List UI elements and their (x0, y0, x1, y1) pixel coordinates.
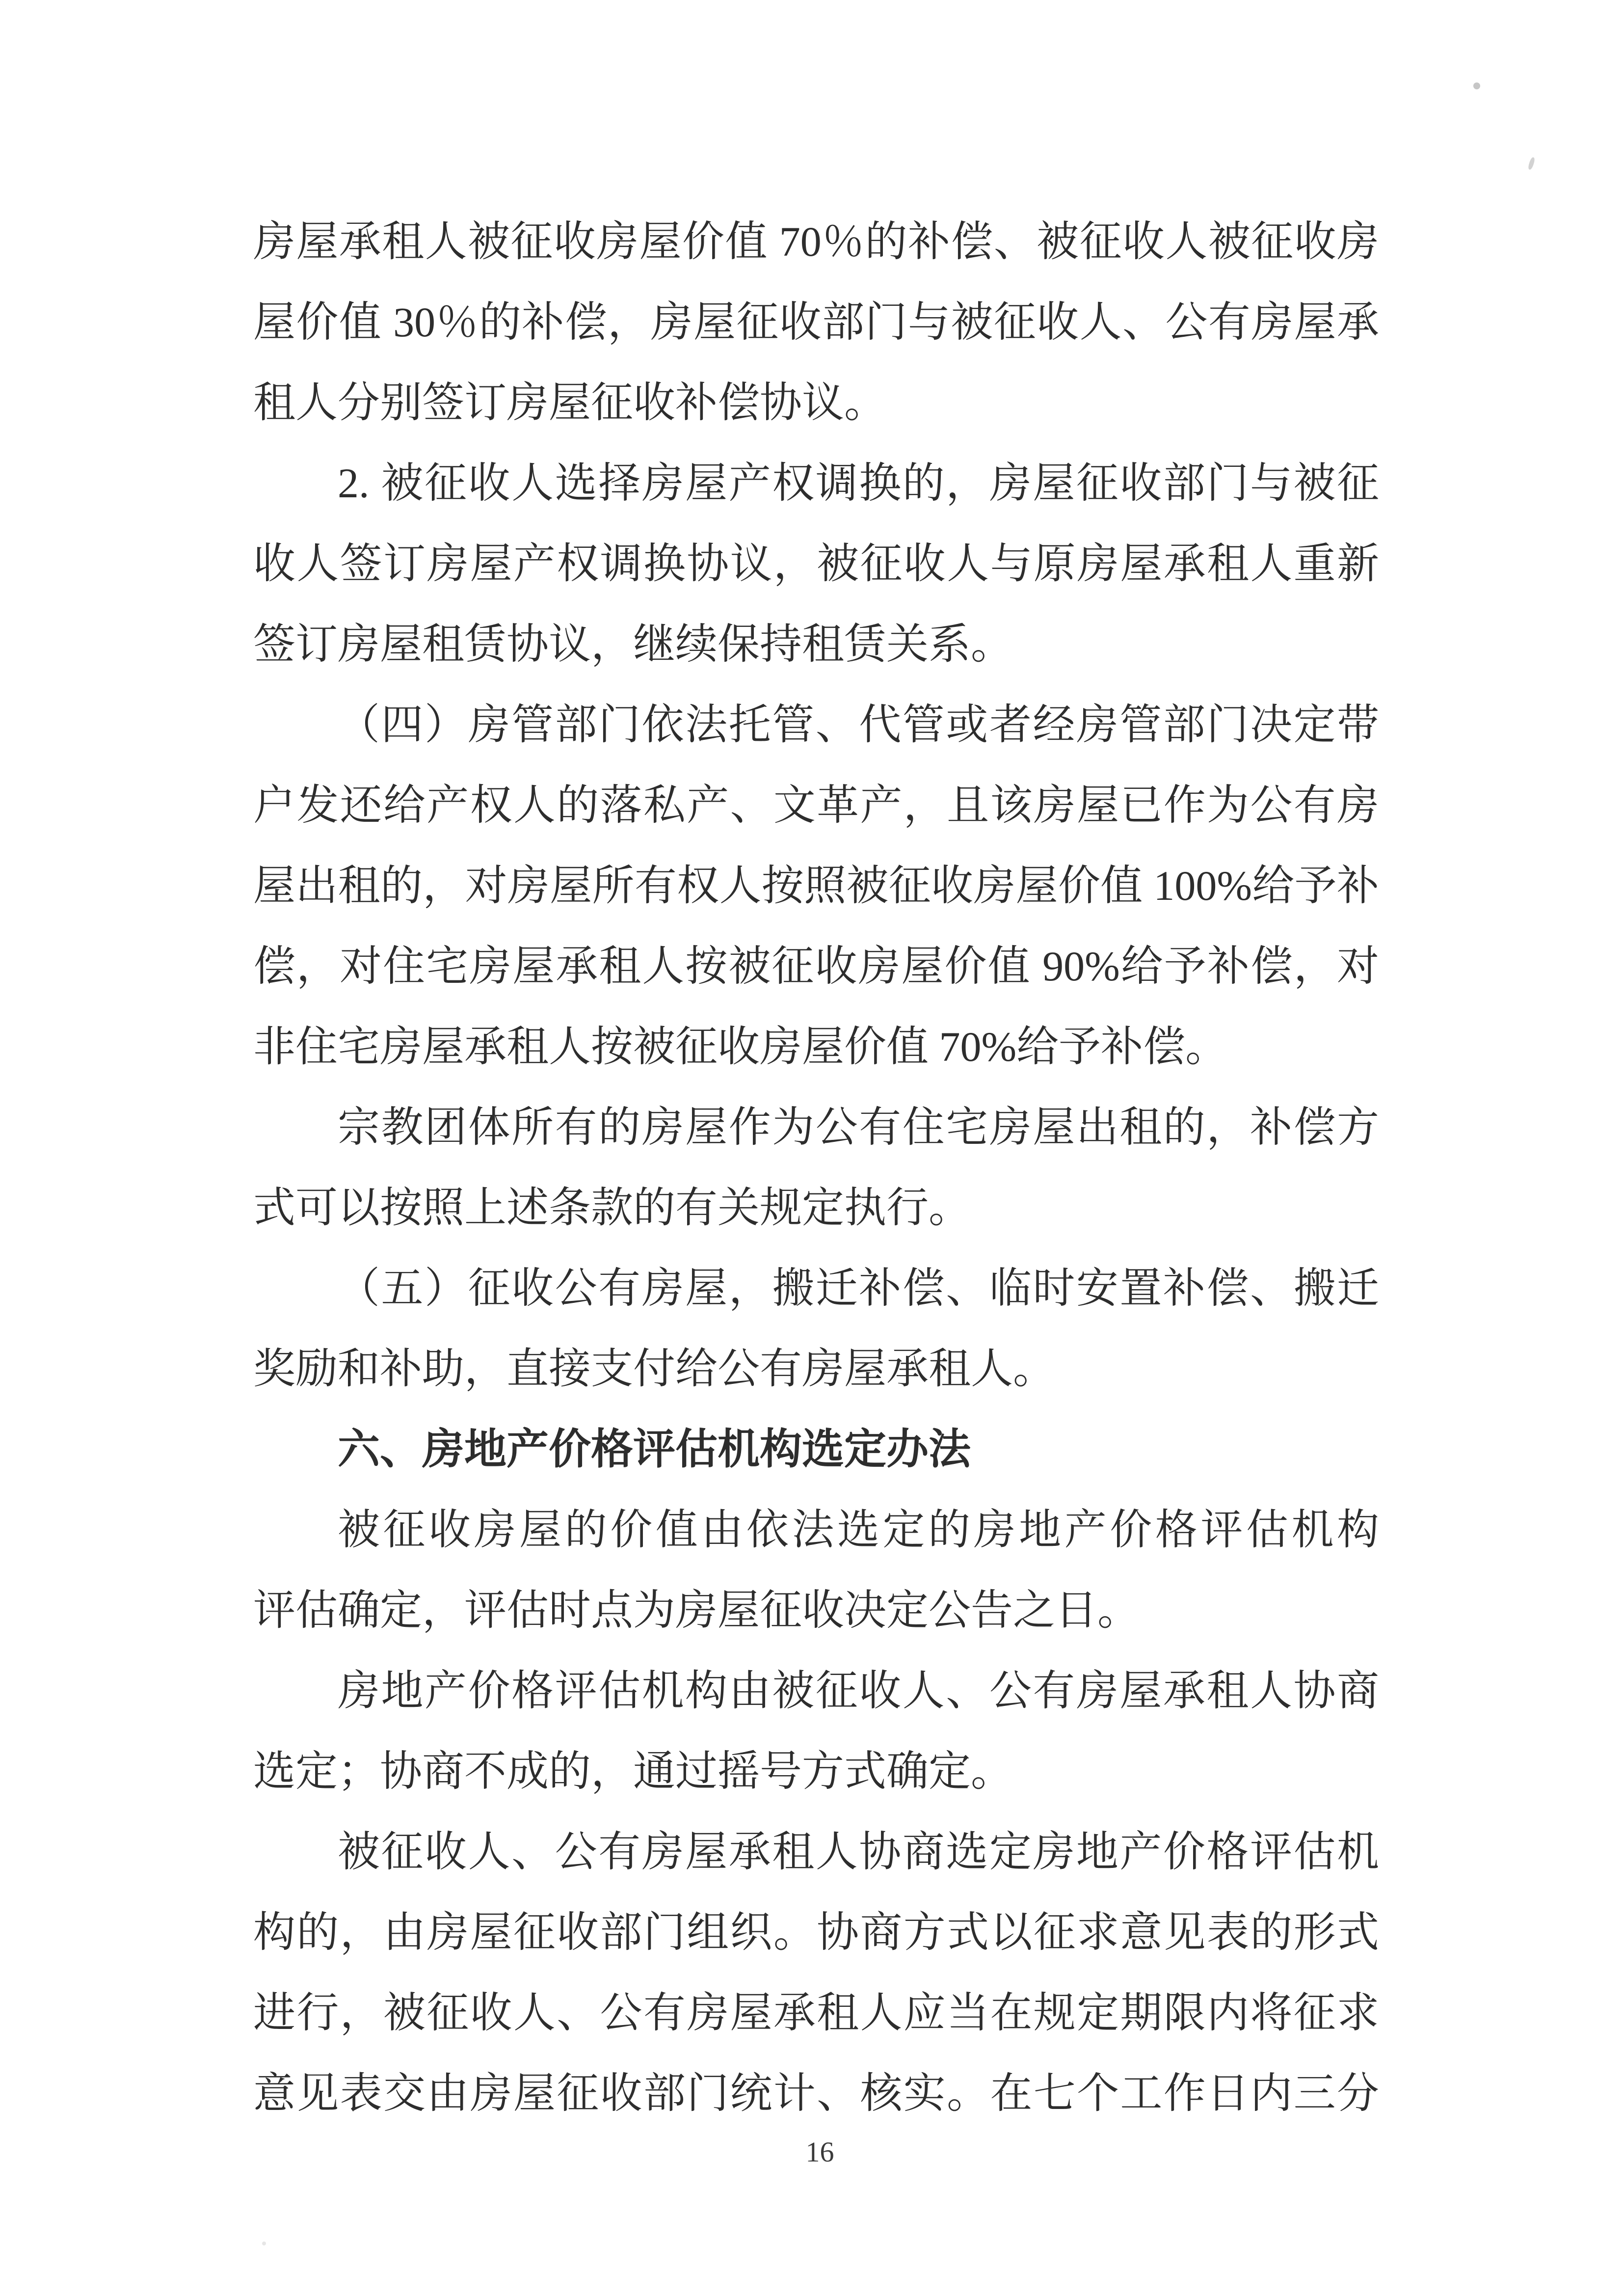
page-number: 16 (805, 2136, 834, 2168)
text-line: 2. 被征收人选择房屋产权调换的，房屋征收部门与被征 (338, 459, 1379, 507)
section-heading: 六、房地产价格评估机构选定办法 (338, 1426, 971, 1473)
text-line: 选定；协商不成的，通过摇号方式确定。 (253, 1748, 1013, 1795)
text-line: 构的，由房屋征收部门组织。协商方式以征求意见表的形式 (253, 1909, 1379, 1956)
text-line: 收人签订房屋产权调换协议，被征收人与原房屋承租人重新 (253, 540, 1379, 587)
text-line: 屋价值 30％的补偿，房屋征收部门与被征收人、公有房屋承 (253, 298, 1379, 346)
text-line: 偿，对住宅房屋承租人按被征收房屋价值 90%给予补偿，对 (253, 943, 1379, 990)
text-line: 户发还给产权人的落私产、文革产，且该房屋已作为公有房 (253, 782, 1379, 829)
text-line: 签订房屋租赁协议，继续保持租赁关系。 (253, 621, 1013, 668)
text-line: 被征收人、公有房屋承租人协商选定房地产价格评估机 (338, 1828, 1379, 1875)
text-line: 宗教团体所有的房屋作为公有住宅房屋出租的，补偿方 (338, 1104, 1379, 1151)
scan-artifact (1527, 157, 1536, 170)
text-line: 非住宅房屋承租人按被征收房屋价值 70%给予补偿。 (253, 1023, 1228, 1070)
document-body (253, 201, 1379, 2134)
scan-artifact (262, 2242, 266, 2245)
text-line: 进行，被征收人、公有房屋承租人应当在规定期限内将征求 (253, 1989, 1379, 2036)
text-line: 评估确定，评估时点为房屋征收决定公告之日。 (253, 1587, 1140, 1634)
text-line: 房屋承租人被征收房屋价值 70％的补偿、被征收人被征收房 (253, 218, 1379, 265)
text-line: 租人分别签订房屋征收补偿协议。 (253, 379, 886, 426)
text-line: 屋出租的，对房屋所有权人按照被征收房屋价值 100%给予补 (253, 862, 1379, 909)
text-line: 房地产价格评估机构由被征收人、公有房屋承租人协商 (338, 1667, 1379, 1714)
text-line: 被征收房屋的价值由依法选定的房地产价格评估机构 (338, 1506, 1379, 1553)
text-line: 意见表交由房屋征收部门统计、核实。在七个工作日内三分 (253, 2070, 1379, 2117)
scan-artifact (1473, 82, 1480, 89)
text-line: 式可以按照上述条款的有关规定执行。 (253, 1184, 971, 1231)
text-line: （四）房管部门依法托管、代管或者经房管部门决定带 (338, 701, 1379, 748)
text-line: （五）征收公有房屋，搬迁补偿、临时安置补偿、搬迁 (338, 1265, 1379, 1312)
text-line: 奖励和补助，直接支付给公有房屋承租人。 (253, 1345, 1055, 1392)
